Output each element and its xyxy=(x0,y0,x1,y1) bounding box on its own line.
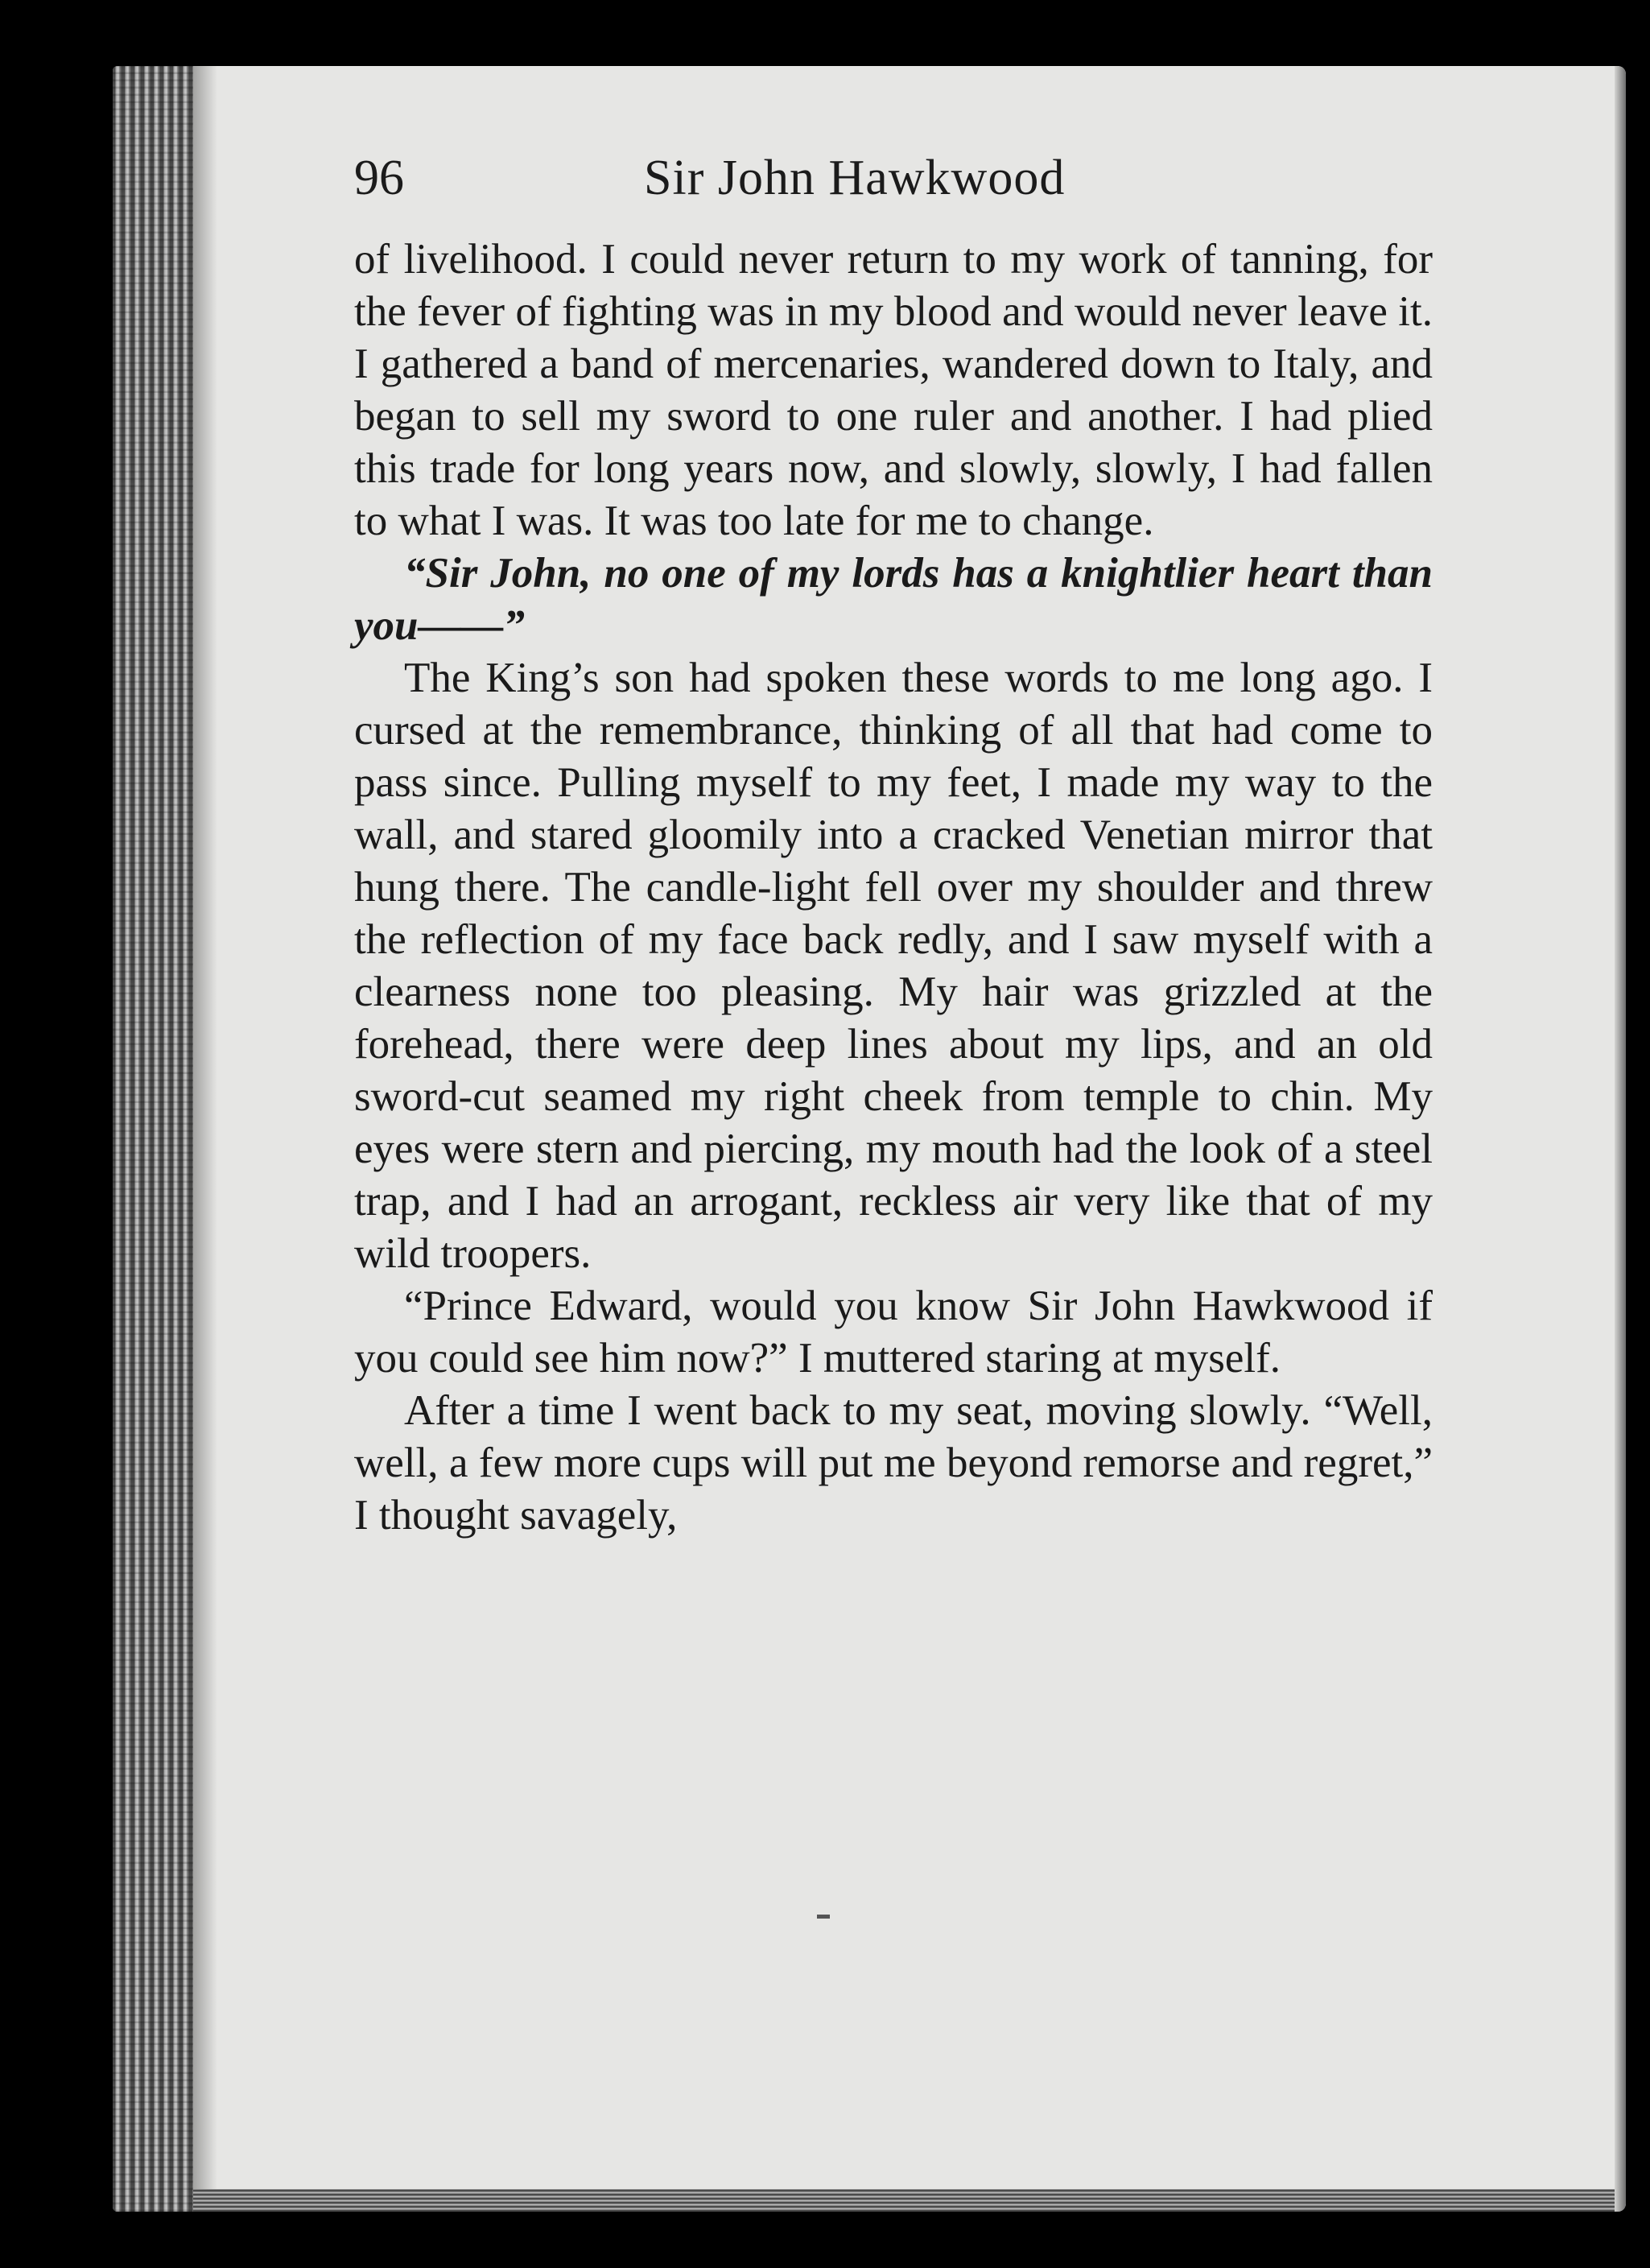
page-body xyxy=(354,233,1433,1542)
gutter-shadow xyxy=(193,66,217,2212)
italic-quote: “Sir John, no one of my lords has a knightlier heart than you——” xyxy=(354,550,1433,649)
right-page-edge xyxy=(1615,66,1626,2212)
page-edges xyxy=(113,66,193,2212)
bottom-page-edges xyxy=(193,2189,1626,2212)
printer-mark xyxy=(817,1915,830,1919)
running-title: Sir John Hawkwood xyxy=(644,151,1066,205)
page-number: 96 xyxy=(354,151,404,205)
paragraph: “Prince Edward, would you know Sir John Hawkwood if you could see him now?” I muttered staring at myself. xyxy=(354,1283,1433,1382)
running-head xyxy=(354,150,1433,214)
paragraph: of livelihood. I could never return to my work of tanning, for the fever of fighting was in my blood and would never leave it. I gathered a band of mercenaries, wandered down to Italy, and began to sell my sword to one ruler and another. I had plied this trade for long years now, and slowly, slowly, I had fallen to what I was. It was too late for me to change. xyxy=(354,236,1433,544)
paragraph: The King’s son had spoken these words to me long ago. I cursed at the remembrance, thinking of all that had come to pass since. Pulling myself to my feet, I made my way to the wall, and stared gloomily into a cracked Venetian mirror that hung there. The candle-light fell over my shoulder and threw the reflection of my face back redly, and I saw myself with a clearness none too pleasing. My hair was grizzled at the forehead, there were deep lines about my lips, and an old sword-cut seamed my right cheek from temple to chin. My eyes were stern and piercing, my mouth had the look of a steel trap, and I had an arrogant, reckless air very like that of my wild troopers. xyxy=(354,655,1433,1277)
paragraph: After a time I went back to my seat, moving slowly. “Well, well, a few more cups will put me beyond remorse and regret,” I thought savagely, xyxy=(354,1387,1433,1539)
